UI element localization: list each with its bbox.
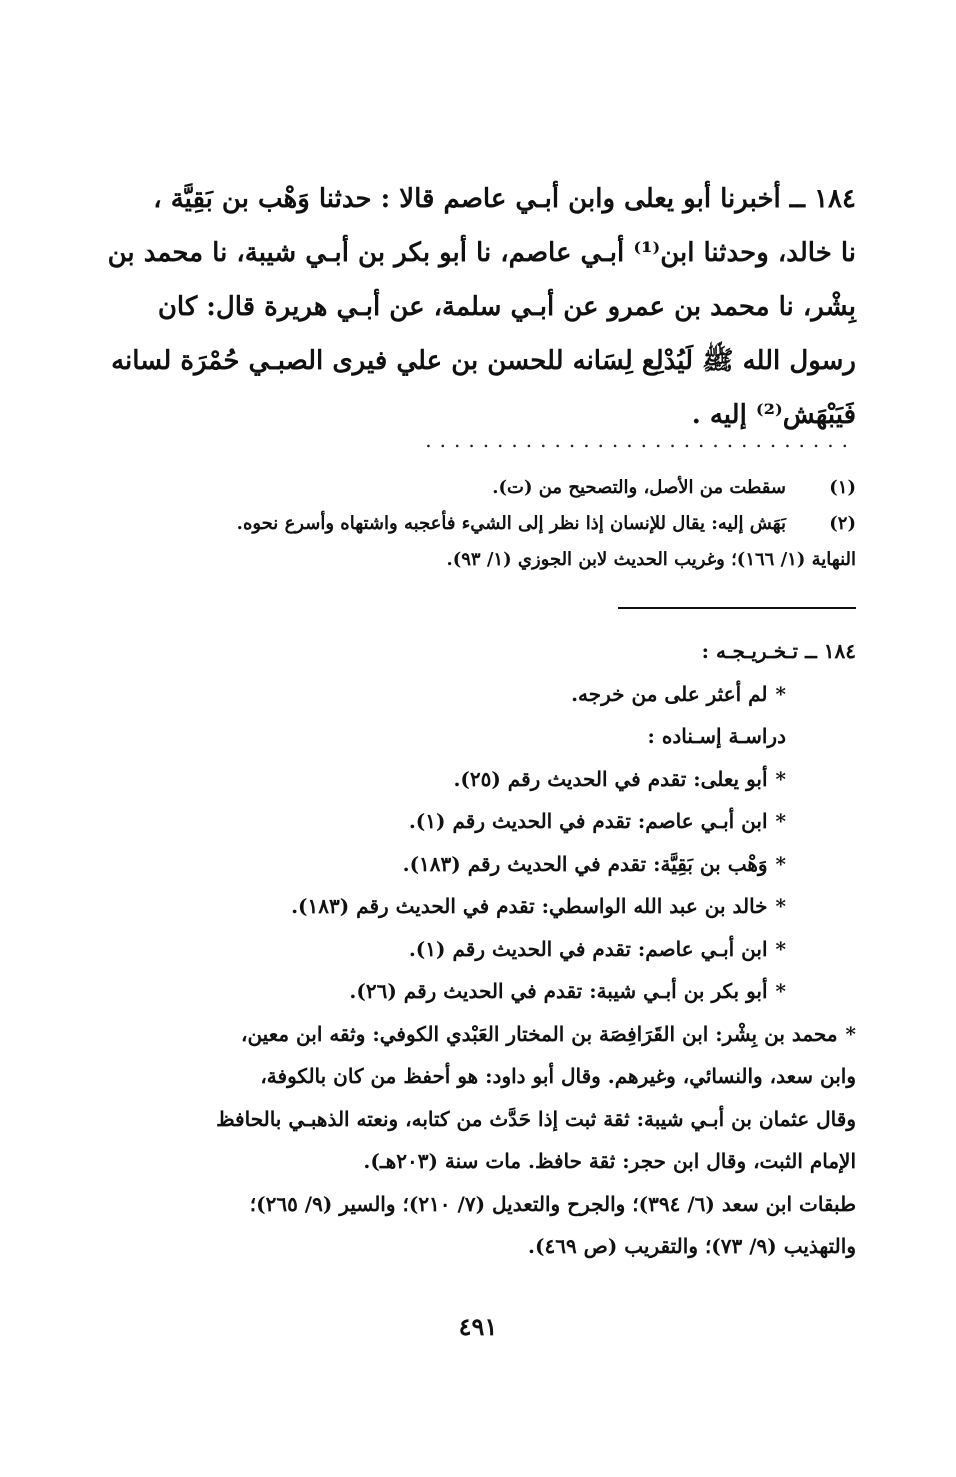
- narrator-item: [104, 758, 856, 801]
- hadith-line: نا خالد، وحدثنا ابن⁽¹⁾ أبـي عاصم، نا أبو بكر بن أبـي شيبة، نا محمد بن: [107, 238, 856, 268]
- finding-text: لم أعثر على من خرجه.: [571, 681, 768, 706]
- footnote-item: [104, 506, 856, 542]
- bullet-star: *: [775, 809, 786, 833]
- finding-line: [104, 673, 856, 716]
- page-number: ٤٩١: [458, 1312, 498, 1341]
- hadith-text: [104, 172, 856, 442]
- bullet-star: *: [775, 681, 786, 706]
- bullet-star: *: [775, 936, 786, 961]
- hadith-line: فَيَبْهَش⁽²⁾ إليه .: [691, 400, 856, 430]
- footnote-separator: ..............................: [425, 428, 856, 452]
- narrator-text: ابن أبـي عاصم: تقدم في الحديث رقم (١).: [408, 936, 768, 961]
- narrator-item: [104, 885, 856, 928]
- takhrij-section: [104, 630, 856, 1268]
- sources-line: والتهذيب (٩/ ٧٣)؛ والتقريب (ص ٤٦٩).: [528, 1234, 856, 1258]
- narrator-item: [104, 970, 856, 1013]
- footnote-text: سقطت من الأصل، والتصحيح من (ت).: [492, 477, 786, 498]
- section-divider: [618, 607, 856, 609]
- narrator-text: وَهْب بن بَقِيَّة: تقدم في الحديث رقم (١٨٣).: [402, 851, 768, 876]
- narrator-detail-line: الإمام الثبت، وقال ابن حجر: ثقة حافظ. مات سنة (٢٠٣هـ).: [363, 1149, 856, 1173]
- narrator-detail-text: محمد بن بِشْر: ابن القَرَافِصَة بن المختار العَبْدي الكوفي: وثقه ابن معين،: [240, 1021, 838, 1046]
- narrator-detail-line: وابن سعد، والنسائي، وغيرهم. وقال أبو داود: هو أحفظ من كان بالكوفة،: [260, 1064, 856, 1088]
- narrator-detail-line: [104, 1013, 856, 1056]
- bullet-star: *: [775, 851, 786, 876]
- narrator-text: أبو بكر بن أبـي شيبة: تقدم في الحديث رقم (٢٦).: [349, 979, 768, 1003]
- sources-line: طبقات ابن سعد (٦/ ٣٩٤)؛ والجرح والتعديل (٧/ ٢١٠)؛ والسير (٩/ ٢٦٥)؛: [249, 1191, 856, 1216]
- footnote-number: (١): [829, 477, 856, 498]
- narrator-item: [104, 800, 856, 843]
- bullet-star: *: [775, 766, 786, 791]
- footnote-continuation: النهاية (١/ ١٦٦)؛ وغريب الحديث لابن الجوزي (١/ ٩٣).: [446, 549, 856, 570]
- footnote-text: بَهَش إليه: يقال للإنسان إذا نظر إلى الشيء فأعجبه واشتهاه وأسرع نحوه.: [236, 513, 786, 534]
- hadith-line: ١٨٤ ــ أخبرنا أبو يعلى وابن أبـي عاصم قالا : حدثنا وَهْب بن بَقِيَّة ،: [153, 184, 856, 214]
- narrator-item: [104, 928, 856, 971]
- study-heading: دراسـة إسـناده :: [647, 724, 786, 748]
- bullet-star: *: [775, 894, 786, 918]
- footnote-item: [104, 470, 856, 506]
- narrator-text: ابن أبـي عاصم: تقدم في الحديث رقم (١).: [408, 809, 768, 833]
- footnotes: [104, 470, 856, 578]
- footnote-number: (٢): [829, 513, 856, 534]
- hadith-line: رسول الله ﷺ لَيُدْلِع لِسَانه للحسن بن علي فيرى الصبـي حُمْرَة لسانه: [111, 346, 856, 376]
- narrator-item: [104, 843, 856, 886]
- narrator-detail-line: وقال عثمان بن أبـي شيبة: ثقة ثبت إذا حَدَّث من كتابه، ونعته الذهبـي بالحافظ: [216, 1106, 856, 1131]
- hadith-line: بِشْر، نا محمد بن عمرو عن أبـي سلمة، عن أبـي هريرة قال: كان: [157, 292, 856, 322]
- takhrij-heading: ١٨٤ ــ تـخـريـجـه :: [701, 639, 856, 663]
- bullet-star: *: [775, 979, 786, 1003]
- narrator-text: خالد بن عبد الله الواسطي: تقدم في الحديث رقم (١٨٣).: [291, 894, 768, 918]
- narrator-text: أبو يعلى: تقدم في الحديث رقم (٢٥).: [453, 766, 768, 791]
- bullet-star: *: [845, 1021, 856, 1046]
